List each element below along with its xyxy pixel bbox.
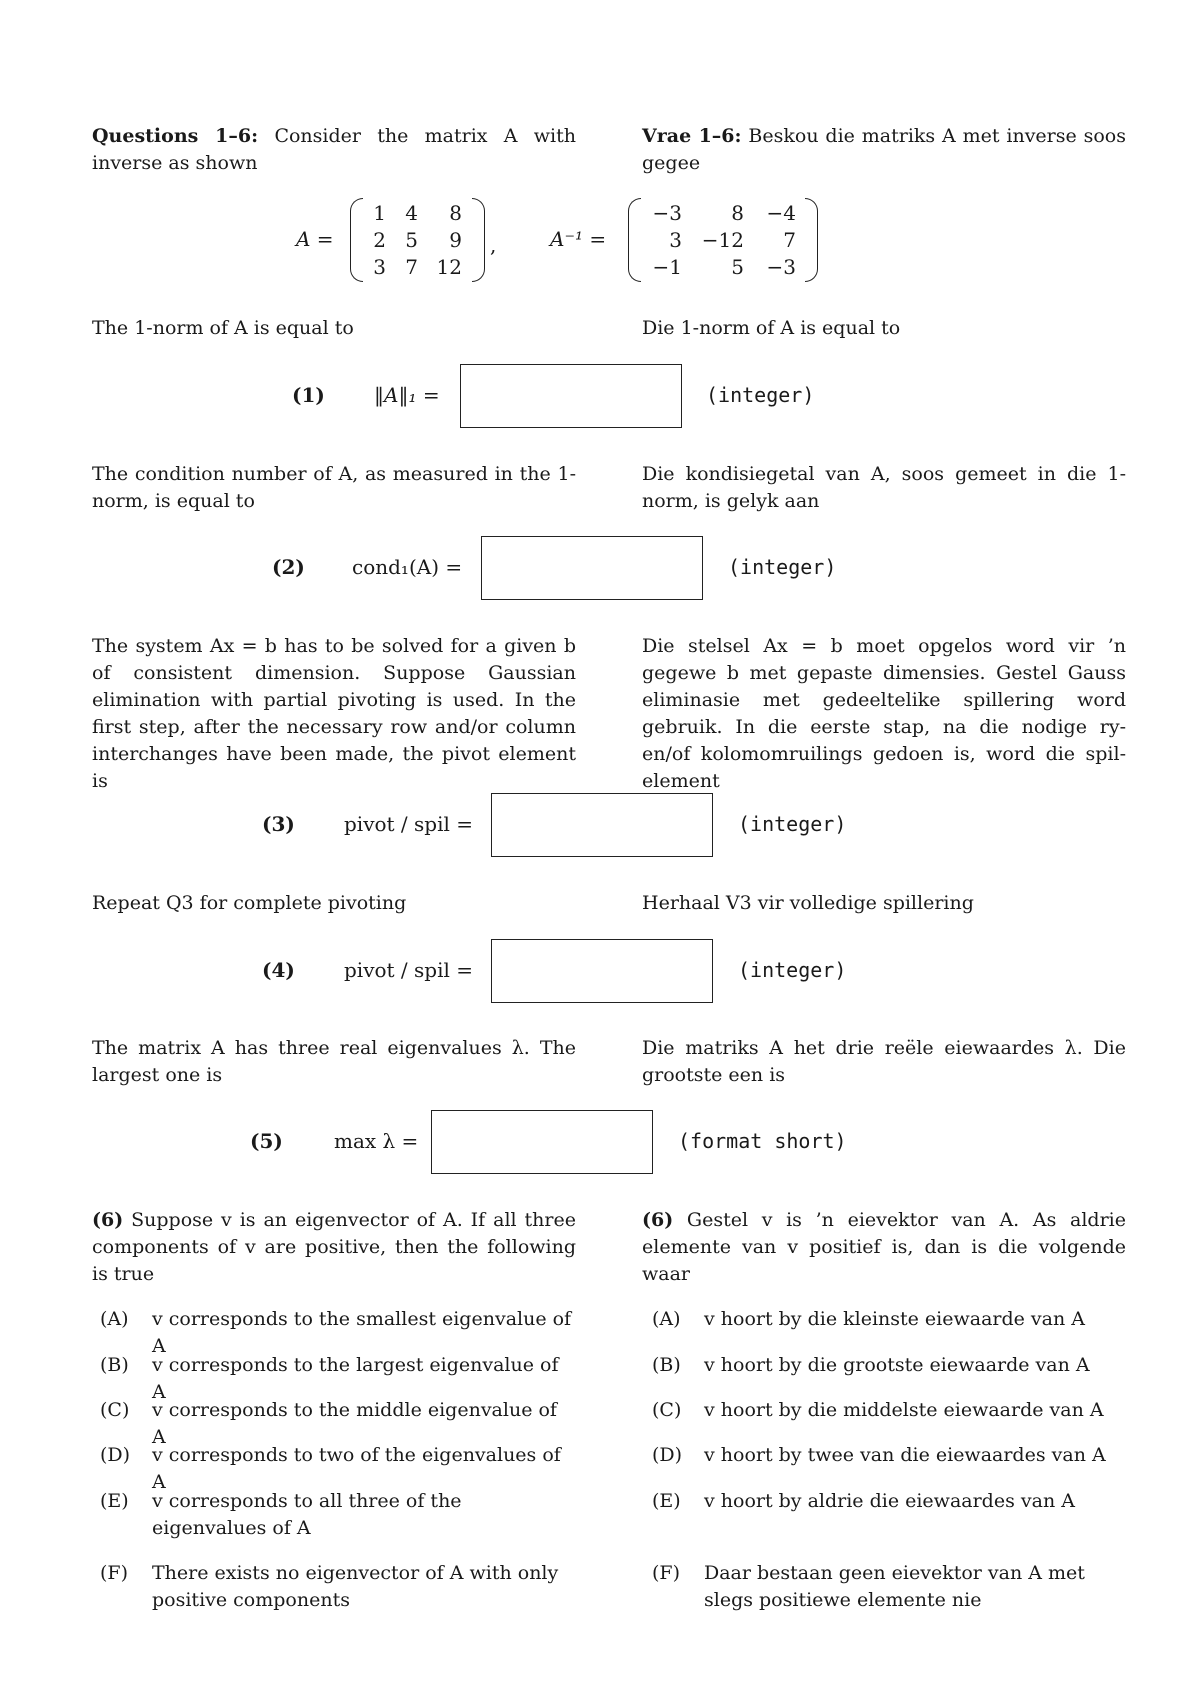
option-label: (A) [100,1308,129,1330]
q6-text-en [92,1207,576,1288]
option-text: v corresponds to the smallest eigenvalue of A [152,1308,572,1357]
q4-text-af: Herhaal V3 vir volledige spillering [642,892,974,914]
q1-expression: ‖A‖₁ = [374,383,440,407]
q5-answer-type: (format short) [678,1129,847,1153]
option-text: v hoort by die kleinste eiewaarde van A [704,1308,1085,1330]
q2-number: (2) [272,555,305,579]
q5-text-en: The matrix A has three real eigenvalues λ. The largest one is [92,1037,576,1086]
q5-number: (5) [250,1129,283,1153]
q6-option-af[interactable] [652,1352,1126,1379]
q5-answer-box[interactable] [431,1110,653,1174]
option-text: v corresponds to the middle eigenvalue of A [152,1399,557,1448]
q3-text-af: Die stelsel Ax = b moet opgelos word vir ’n gegewe b met gepaste dimensies. Gestel Gauss eliminasie met gedeeltelike spillering word gebruik. In die eerste stap, na die nodige ry- en/of kolomomruilings gedoen is, word die spil-element [642,635,1126,792]
q6-text-af [642,1207,1126,1288]
option-label: (E) [100,1490,129,1512]
option-label: (C) [652,1399,682,1421]
q6-stem-af: Gestel v is ’n eievektor van A. As aldrie elemente van v positief is, dan is die volgende waar [642,1209,1126,1285]
option-text: v hoort by die middelste eiewaarde van A [704,1399,1104,1421]
option-label: (A) [652,1308,681,1330]
matrix-separator: , [490,233,497,257]
matrix-a-inverse [628,198,818,282]
matrix-a-row: 3 7 12 [373,255,462,279]
option-text: v corresponds to all three of the eigenvalues of A [152,1490,462,1539]
q2-answer-type: (integer) [728,555,837,579]
option-label: (F) [100,1562,129,1584]
q2-expression: cond₁(A) = [352,555,463,579]
option-text: v corresponds to two of the eigenvalues of A [152,1444,561,1493]
option-label: (E) [652,1490,681,1512]
q1-answer-box[interactable] [460,364,682,428]
q2-text-af: Die kondisiegetal van A, soos gemeet in die 1-norm, is gelyk aan [642,463,1126,512]
q5-expression: max λ = [334,1129,419,1153]
q2-text-en: The condition number of A, as measured in the 1-norm, is equal to [92,463,576,512]
option-label: (F) [652,1562,681,1584]
q4-answer-box[interactable] [491,939,713,1003]
q6-option-af[interactable] [652,1397,1126,1424]
intro-af-label: Vrae 1–6: [642,125,742,147]
option-text: Daar bestaan geen eievektor van A met slegs positiewe elemente nie [704,1562,1085,1611]
matrix-ainv-row: −3 8 −4 [652,201,796,225]
option-text: v corresponds to the largest eigenvalue of A [152,1354,559,1403]
matrix-a-row: 2 5 9 [373,228,462,252]
q3-text-en: The system Ax = b has to be solved for a given b of consistent dimension. Suppose Gaussian elimination with partial pivoting is used. In the first step, after the necessary row and/or column interchanges have been made, the pivot element is [92,635,576,792]
matrix-a-label: A = [296,227,334,251]
option-label: (B) [100,1354,129,1376]
matrix-a [350,198,485,282]
q6-option-af[interactable] [652,1488,1126,1515]
q1-number: (1) [292,383,325,407]
q1-answer-type: (integer) [706,383,815,407]
q2-answer-box[interactable] [481,536,703,600]
intro-en-text: Consider the matrix A with inverse as shown [92,125,576,174]
intro-en-label: Questions 1–6: [92,125,259,147]
option-text: There exists no eigenvector of A with only positive components [152,1562,559,1611]
option-label: (C) [100,1399,130,1421]
q4-expression: pivot / spil = [344,958,474,982]
q6-option-en[interactable] [100,1560,576,1614]
matrix-ainv-label: A⁻¹ = [550,227,607,251]
matrix-ainv-row: 3 −12 7 [669,228,796,252]
q3-answer-type: (integer) [738,812,847,836]
q4-number: (4) [262,958,295,982]
q6-stem-en: Suppose v is an eigenvector of A. If all three components of v are positive, then the following is true [92,1209,576,1285]
option-label: (B) [652,1354,681,1376]
q6-option-af[interactable] [652,1442,1126,1469]
q3-expression: pivot / spil = [344,812,474,836]
intro-af [642,123,1126,177]
q6-number-en: (6) [92,1209,124,1231]
q1-text-en: The 1-norm of A is equal to [92,317,354,339]
option-text: v hoort by die grootste eiewaarde van A [704,1354,1090,1376]
q3-answer-box[interactable] [491,793,713,857]
q1-text-af: Die 1-norm of A is equal to [642,317,901,339]
q6-option-af[interactable] [652,1560,1126,1614]
q6-number-af: (6) [642,1209,674,1231]
intro-af-text: Beskou die matriks A met inverse soos gegee [642,125,1126,174]
option-label: (D) [100,1444,131,1466]
q6-option-af[interactable] [652,1306,1126,1333]
q4-answer-type: (integer) [738,958,847,982]
option-text: v hoort by twee van die eiewaardes van A [704,1444,1106,1466]
q3-number: (3) [262,812,295,836]
intro-en [92,123,576,177]
option-text: v hoort by aldrie die eiewaardes van A [704,1490,1075,1512]
q5-text-af: Die matriks A het drie reële eiewaardes λ. Die grootste een is [642,1037,1126,1086]
q6-option-en[interactable] [100,1488,576,1542]
matrix-a-row: 1 4 8 [373,201,462,225]
q4-text-en: Repeat Q3 for complete pivoting [92,892,407,914]
option-label: (D) [652,1444,683,1466]
matrix-ainv-row: −1 5 −3 [652,255,796,279]
